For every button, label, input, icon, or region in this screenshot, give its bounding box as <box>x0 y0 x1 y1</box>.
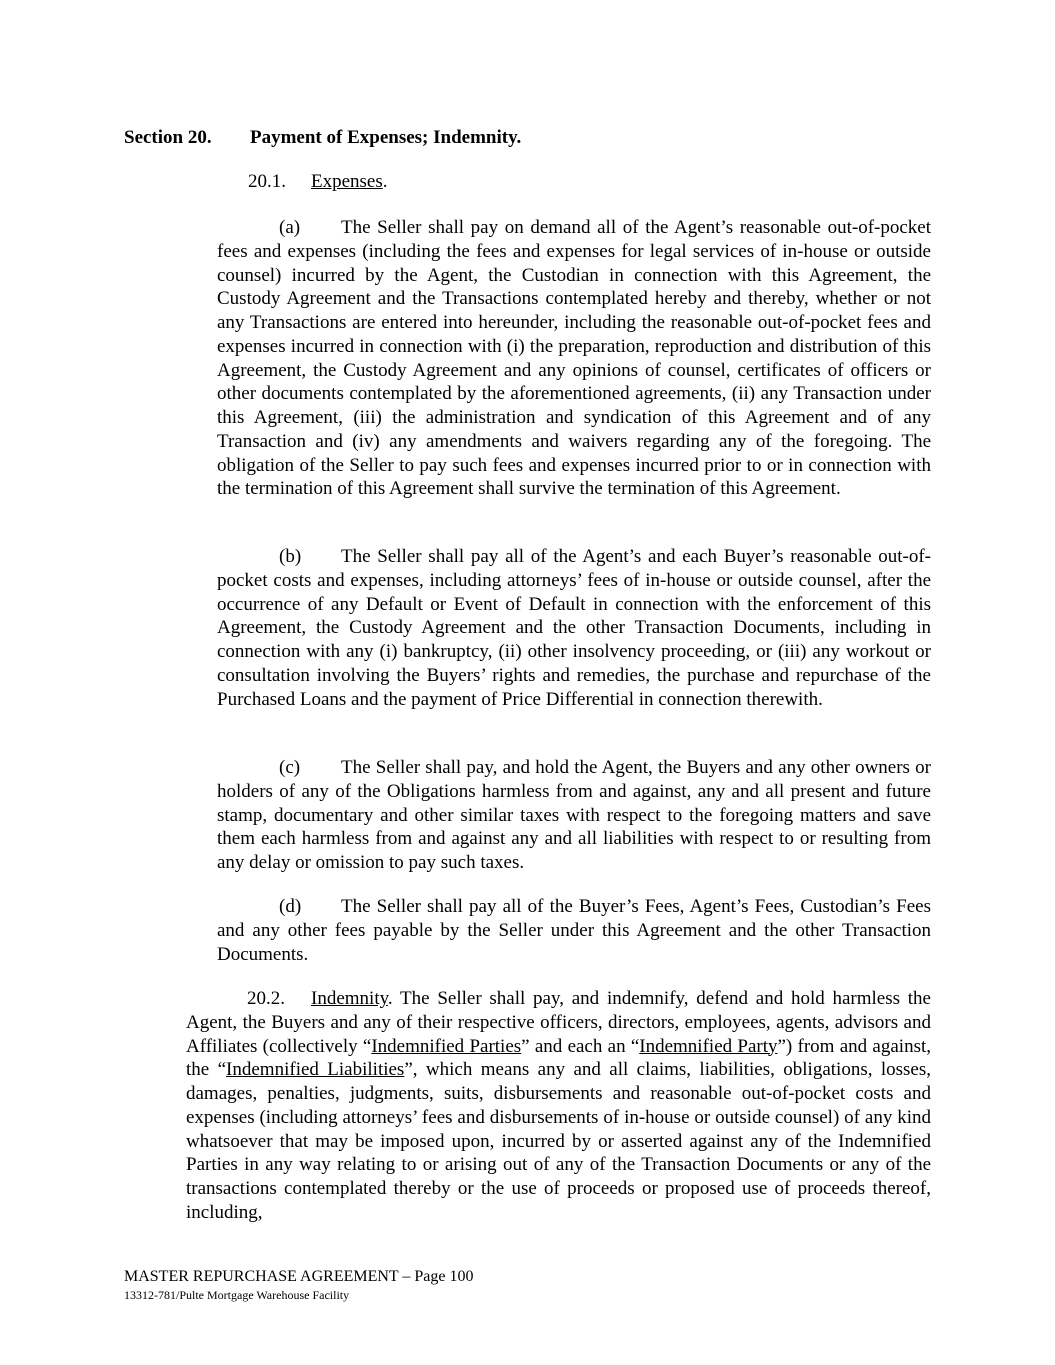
subsection-title: Indemnity <box>311 988 388 1009</box>
footer-title: MASTER REPURCHASE AGREEMENT – Page 100 <box>124 1268 474 1285</box>
paragraph-c <box>217 756 931 875</box>
paragraph-d <box>217 895 931 966</box>
paragraph-b <box>217 545 931 711</box>
para-label: (b) <box>279 546 302 567</box>
text: . The Seller shall pay, and indemnify, defend and hold harmless the Agent, the Buyers and any of their respective officers, directors, employees, agents, advisors and Affiliates (collectively “ <box>186 988 931 1057</box>
subsection-20-2 <box>186 987 931 1225</box>
text: ”) from and against, the “ <box>186 1035 931 1081</box>
text: ”, which means any and all claims, liabilities, obligations, losses, damages, penalties, judgments, suits, disbursements and reasonable out-of-pocket costs and expenses (including attorneys’ fees and disbursements of in-house or outside counsel) of any kind whatsoever that may be imposed upon, incurred by or asserted against any of the Indemnified Parties in any way relating to or arising out of any of the Transaction Documents or any of the transactions contemplated thereby or the use of proceeds or proposed use of proceeds thereof, including, <box>186 1059 931 1223</box>
para-text: The Seller shall pay all of the Agent’s and each Buyer’s reasonable out-of-pocket costs and expenses, including attorneys’ fees of in-house or outside counsel, after the occurrence of any Default or Event of Default in connection with the enforcement of this Agreement, the Custody Agreement and the other Transaction Documents, including in connection with any (i) bankruptcy, (ii) other insolvency proceeding, or (iii) any workout or consultation involving the Buyers’ rights and remedies, the purchase and repurchase of the Purchased Loans and the payment of Price Differential in connection therewith. <box>217 546 931 710</box>
defined-term: Indemnified Parties <box>371 1035 522 1057</box>
section-heading <box>124 126 521 150</box>
para-label: (a) <box>279 217 301 238</box>
para-text: The Seller shall pay, and hold the Agent, the Buyers and any other owners or holders of any of the Obligations harmless from and against, any and all present and future stamp, documentary and other similar taxes with respect to the foregoing matters and save them each harmless from and against any and all liabilities with respect to or resulting from any delay or omission to pay such taxes. <box>217 757 931 873</box>
defined-term: Indemnified Liabilities <box>226 1059 405 1081</box>
subsection-number: 20.1. <box>248 171 286 192</box>
footer-doc-id: 13312-781/Pulte Mortgage Warehouse Facility <box>124 1288 350 1302</box>
paragraph-a <box>217 216 931 501</box>
section-title: Payment of Expenses; Indemnity. <box>250 127 522 148</box>
subsection-title: Expenses <box>311 171 383 192</box>
para-text: The Seller shall pay all of the Buyer’s Fees, Agent’s Fees, Custodian’s Fees and any other fees payable by the Seller under this Agreement and the other Transaction Documents. <box>217 896 931 965</box>
para-label: (d) <box>279 896 302 917</box>
text: ” and each an “ <box>521 1035 640 1057</box>
para-text: The Seller shall pay on demand all of the Agent’s reasonable out-of-pocket fees and expenses (including the fees and expenses for legal services of in-house or outside counsel) incurred by the Agent, the Custodian in connection with this Agreement, the Custody Agreement and the Transactions contemplated hereby and thereby, whether or not any Transactions are entered into hereunder, including the reasonable out-of-pocket fees and expenses incurred in connection with (i) the preparation, reproduction and distribution of this Agreement, the Custody Agreement and any opinions of counsel, certificates of officers or other documents contemplated by the aforementioned agreements, (ii) any Transaction under this Agreement, (iii) the administration and syndication of this Agreement and of any Transaction and (iv) any amendments and waivers regarding any of the foregoing. The obligation of the Seller to pay such fees and expenses incurred prior to or in connection with the termination of this Agreement shall survive the termination of this Agreement. <box>217 217 931 500</box>
defined-term: Indemnified Party <box>639 1035 778 1057</box>
para-label: (c) <box>279 757 301 778</box>
punct: . <box>382 171 388 192</box>
section-number: Section 20. <box>124 127 212 148</box>
subsection-number: 20.2. <box>247 988 285 1009</box>
subsection-heading-20-1 <box>248 170 388 194</box>
